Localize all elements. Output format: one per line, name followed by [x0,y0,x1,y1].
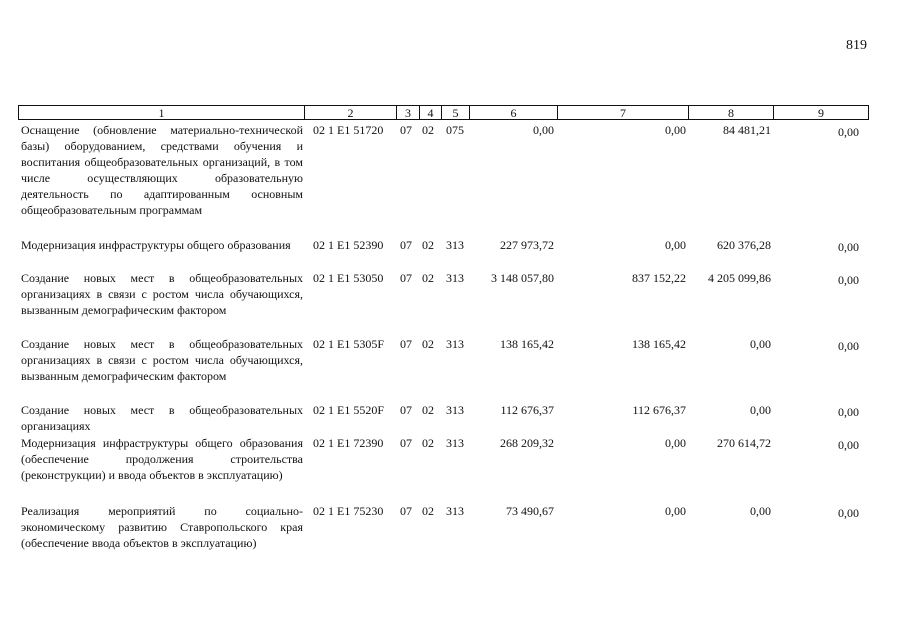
row-section: 07 [400,123,412,137]
column-header-9: 9 [773,105,869,120]
column-header-1: 1 [18,105,304,120]
row-amount-col8: 620 376,28 [717,238,771,252]
row-expense-type: 313 [446,403,464,417]
column-header-4: 4 [419,105,441,120]
row-subsection: 02 [422,123,434,137]
row-amount-col8: 0,00 [750,504,771,518]
row-amount-col7: 138 165,42 [632,337,686,351]
row-subsection: 02 [422,337,434,351]
row-code: 02 1 E1 5305F [313,337,385,351]
row-amount-col6: 112 676,37 [500,403,554,417]
row-amount-col9: 0,00 [838,339,859,353]
row-amount-col6: 0,00 [533,123,554,137]
row-expense-type: 313 [446,238,464,252]
row-code: 02 1 E1 75230 [313,504,384,518]
row-section: 07 [400,403,412,417]
row-section: 07 [400,271,412,285]
row-amount-col7: 0,00 [665,436,686,450]
row-expense-type: 313 [446,337,464,351]
row-expense-type: 313 [446,436,464,450]
column-header-2: 2 [304,105,396,120]
row-subsection: 02 [422,271,434,285]
row-amount-col9: 0,00 [838,125,859,139]
row-amount-col9: 0,00 [838,506,859,520]
column-header-6: 6 [469,105,557,120]
row-code: 02 1 E1 72390 [313,436,384,450]
row-amount-col9: 0,00 [838,438,859,452]
page-number: 819 [846,38,867,53]
row-subsection: 02 [422,403,434,417]
row-amount-col9: 0,00 [838,405,859,419]
row-section: 07 [400,337,412,351]
row-amount-col6: 138 165,42 [500,337,554,351]
row-code: 02 1 E1 53050 [313,271,384,285]
row-amount-col8: 0,00 [750,403,771,417]
row-expense-type: 313 [446,271,464,285]
row-amount-col8: 84 481,21 [723,123,771,137]
row-section: 07 [400,238,412,252]
row-amount-col6: 3 148 057,80 [491,271,554,285]
row-subsection: 02 [422,504,434,518]
row-subsection: 02 [422,238,434,252]
row-name: Создание новых мест в общеобразовательных организациях [21,403,303,433]
row-amount-col6: 268 209,32 [500,436,554,450]
column-header-8: 8 [688,105,773,120]
row-amount-col6: 227 973,72 [500,238,554,252]
row-code: 02 1 E1 5520F [313,403,385,417]
row-amount-col8: 4 205 099,86 [708,271,771,285]
column-header-5: 5 [441,105,469,120]
row-subsection: 02 [422,436,434,450]
row-amount-col8: 0,00 [750,337,771,351]
row-name: Реализация мероприятий по социально-экономическому развитию Ставропольского края (обеспечение ввода объектов в эксплуатацию) [21,504,303,550]
column-header-7: 7 [557,105,688,120]
row-amount-col9: 0,00 [838,240,859,254]
row-section: 07 [400,504,412,518]
row-amount-col7: 0,00 [665,504,686,518]
row-code: 02 1 E1 52390 [313,238,384,252]
row-amount-col7: 112 676,37 [632,403,686,417]
row-amount-col9: 0,00 [838,273,859,287]
row-name: Модернизация инфраструктуры общего образования [21,238,291,252]
row-amount-col8: 270 614,72 [717,436,771,450]
row-name: Оснащение (обновление материально-технической базы) оборудованием, средствами обучения и воспитания общеобразовательных организаций, в том числе осуществляющих образовательную деятельность по адаптированным основным общеобразовательным программам [21,123,303,217]
row-amount-col7: 0,00 [665,123,686,137]
row-amount-col7: 837 152,22 [632,271,686,285]
row-name: Создание новых мест в общеобразовательных организациях в связи с ростом числа обучающихся, вызванным демографическим фактором [21,271,303,317]
row-amount-col6: 73 490,67 [506,504,554,518]
row-expense-type: 313 [446,504,464,518]
column-header-3: 3 [396,105,419,120]
row-name: Создание новых мест в общеобразовательных организациях в связи с ростом числа обучающихся, вызванным демографическим фактором [21,337,303,383]
row-name: Модернизация инфраструктуры общего образования (обеспечение продолжения строительства (реконструкции) и ввода объектов в эксплуатацию) [21,436,303,482]
row-section: 07 [400,436,412,450]
row-code: 02 1 E1 51720 [313,123,384,137]
row-expense-type: 075 [446,123,464,137]
row-amount-col7: 0,00 [665,238,686,252]
